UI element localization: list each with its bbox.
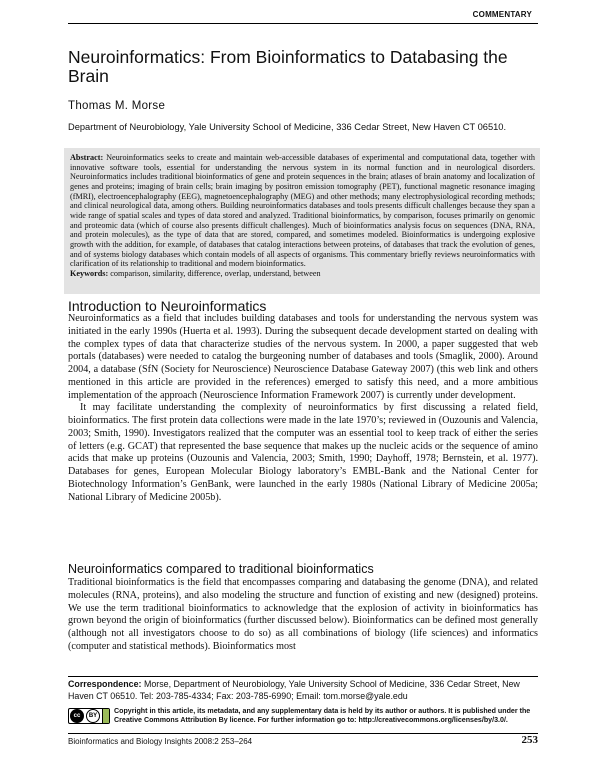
section-body — [68, 313, 538, 504]
journal-citation: Bioinformatics and Biology Insights 2008:2 253–264 — [68, 737, 253, 746]
paragraph: It may facilitate understanding the complexity of neuroinformatics by first discussing a related field, bioinformatics. The first protein data collections were made in the late 1970’s; reviewed in (Ouzounis and Valencia, 2003; Smith, 1990). Investigators realized that the computer was an essential tool to keep track of either the series of letters (e.g. GCAT) that represented the base sequence that makes up the nucleic acids or the sequence of amino acids that make up proteins (Ouzounis and Valencia, 2003; Smith, 1990; Dayhoff, 1978; Bernstein, et al. 1977). Databases for genes, European Molecular Biology laboratory’s EMBL-Bank and the National Center for Biotechnology Information’s GenBank, were launched in the early 1980s (National Library of Medicine 2005a; National Library of Medicine 2005b). — [68, 402, 538, 503]
keywords-text: comparison, similarity, difference, overlap, understand, between — [110, 269, 321, 278]
keywords — [70, 269, 535, 279]
cc-license-badge — [68, 708, 110, 724]
correspondence-label: Correspondence: — [68, 679, 142, 689]
author-affiliation: Department of Neurobiology, Yale University School of Medicine, 336 Cedar Street, New Haven CT 06510. — [68, 122, 507, 132]
cc-icon: cc — [70, 709, 84, 723]
keywords-label: Keywords: — [70, 269, 109, 278]
section-heading: Introduction to Neuroinformatics — [68, 298, 267, 314]
section-heading: Neuroinformatics compared to traditional bioinformatics — [68, 562, 374, 576]
author-name: Thomas M. Morse — [68, 100, 166, 112]
abstract-text: Neuroinformatics seeks to create and maintain web-accessible databases of experimental and computational data, together with innovative software tools, essential for understanding the nervous system in its normal function and in neurological disorders. Neuroinformatics includes traditional bioinformatics of gene and protein sequences in the brain; atlases of brain anatomy and localization of genes and proteins; imaging of brain cells; brain imaging by positron emission tomography (PET), functional magnetic resonance imaging (fMRI), electroencephalography (EEG), magnetoencephalography (MEG) and other methods; many electrophysiological recording methods; and clinical neurological data, among others. Building neuroinformatics databases and tools presents difficult challenges because they span a wide range of spatial scales and types of data stored and analyzed. Traditional bioinformatics, by comparison, focuses primarily on genomic and proteomic data (which of course also presents difficult challenges). Much of bioinformatics analysis focus on sequences (DNA, RNA, and protein molecules), as the type of data that are stored, compared, and sometimes modeled. Bioinformatics is undergoing explosive growth with the addition, for example, of databases that catalog interactions between proteins, of databases that track the evolution of genes, and of systems biology databases which contain models of all aspects of organisms. This commentary briefly reviews neuroinformatics with clarification of its relationship to traditional and modern bioinformatics. — [70, 153, 535, 269]
attribution-icon: BY — [86, 709, 100, 723]
header-divider — [68, 23, 538, 24]
copyright-notice: Copyright in this article, its metadata, and any supplementary data is held by its author or authors. It is published under the Creative Commons Attribution By licence. For further information go to: http://creativecommons.org/licenses/by/3.0/. — [114, 707, 531, 724]
paragraph: Neuroinformatics as a field that includes building databases and tools for understanding the nervous system was initiated in the early 1990s (Huerta et al. 1993). During the subsequent decade development started on dealing with the complex types of data that characterize studies of the nervous system. In 2000, a paper suggested that web portals (databases) were needed to catalog the burgeoning number of databases and tools (Smaglik, 2000). Around 2004, a database (SfN (Society for Neuroscience) Neuroscience Database Gateway 2007) (this web link and others mentioned in this article are provided in the references) emerged to satisfy this need, and a more ambitious implementation of the approach (Neuroscience Information Framework 2007) is currently under development. — [68, 313, 538, 401]
paragraph: Traditional bioinformatics is the field that encompasses comparing and databasing the genome (DNA), and related molecules (RNA, proteins), and also modeling the structure and function of existing and new (designed) proteins. We use the term traditional bioinformatics to acknowledge that the explosion of activity in bioinformatics has grown beyond the origin of bioinformatics (further discussed below). Bioinformatics can be defined most generally (although not all investigators choose to do so) as all combinations of biology (life sciences) and informatics (computer and statistical methods). Bioinformatics most — [68, 577, 538, 652]
article-title: Neuroinformatics: From Bioinformatics to Databasing the Brain — [68, 47, 508, 86]
page-number: 253 — [521, 734, 538, 746]
abstract-label: Abstract: — [70, 153, 104, 162]
footnote-divider — [68, 676, 538, 677]
section-label: COMMENTARY — [472, 10, 532, 19]
badge-tail — [102, 709, 109, 723]
correspondence — [68, 679, 538, 702]
abstract — [70, 153, 535, 269]
footer-divider — [68, 733, 538, 734]
correspondence-text: Morse, Department of Neurobiology, Yale University School of Medicine, 336 Cedar Street, New Haven CT 06510. Tel: 203-785-4334; Fax: 203-785-6990; Email: tom.morse@yale.edu — [68, 679, 520, 701]
section-body — [68, 577, 538, 654]
